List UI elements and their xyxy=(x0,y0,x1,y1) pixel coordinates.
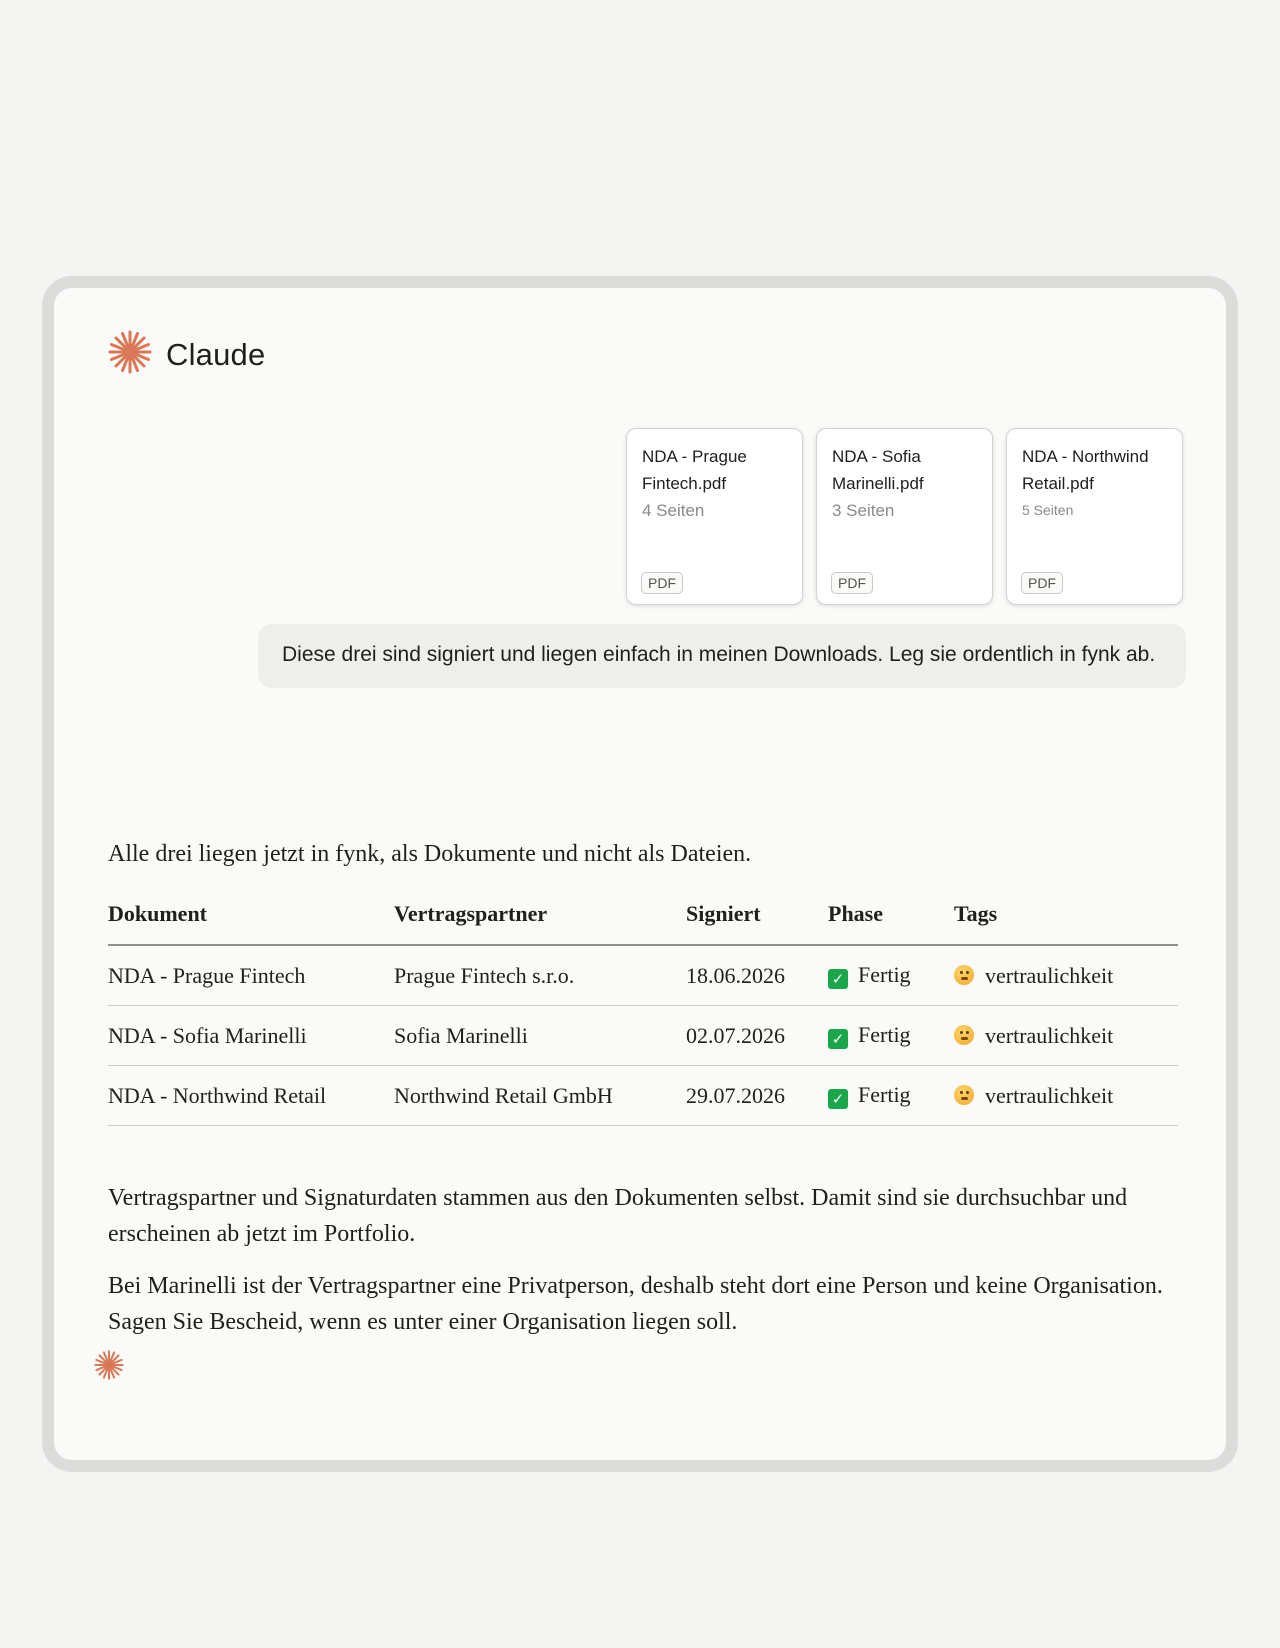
attachment-page-count: 3 Seiten xyxy=(832,501,895,520)
attachment-card[interactable] xyxy=(626,428,803,605)
app-title: Claude xyxy=(166,336,266,372)
phase-label: Fertig xyxy=(858,962,911,987)
claude-spark-icon xyxy=(94,1350,124,1385)
assistant-reply xyxy=(108,836,1178,1356)
shushing-face-icon xyxy=(954,965,974,985)
claude-logo-icon xyxy=(108,330,152,379)
shushing-face-icon xyxy=(954,1025,974,1045)
cell-document: NDA - Northwind Retail xyxy=(108,1066,394,1126)
attachment-file-name: NDA - Northwind Retail.pdf xyxy=(1022,447,1149,493)
cell-tag xyxy=(954,1066,1178,1126)
check-mark-icon: ✓ xyxy=(828,969,848,989)
cell-phase xyxy=(828,1006,954,1066)
attachment-page-count: 4 Seiten xyxy=(642,501,705,520)
attachment-page-count: 5 Seiten xyxy=(1022,502,1074,518)
phase-label: Fertig xyxy=(858,1022,911,1047)
table-row xyxy=(108,1006,1178,1066)
documents-table xyxy=(108,898,1178,1126)
cell-partner: Sofia Marinelli xyxy=(394,1006,686,1066)
cell-phase xyxy=(828,945,954,1006)
cell-signed-date: 18.06.2026 xyxy=(686,945,828,1006)
check-mark-icon: ✓ xyxy=(828,1089,848,1109)
table-row xyxy=(108,1066,1178,1126)
reply-paragraph: Bei Marinelli ist der Vertragspartner eine Privatperson, deshalb steht dort eine Person und keine Organisation. Sagen Sie Bescheid, wenn es unter einer Organisation liegen soll. xyxy=(108,1273,1163,1335)
cell-signed-date: 02.07.2026 xyxy=(686,1006,828,1066)
cell-document: NDA - Sofia Marinelli xyxy=(108,1006,394,1066)
file-type-badge: PDF xyxy=(831,572,873,594)
column-header-signed: Signiert xyxy=(686,898,828,945)
table-header-row xyxy=(108,898,1178,945)
cell-document: NDA - Prague Fintech xyxy=(108,945,394,1006)
attachment-file-name: NDA - Prague Fintech.pdf xyxy=(642,447,747,493)
table-row xyxy=(108,945,1178,1006)
reply-paragraph: Vertragspartner und Signaturdaten stammen aus den Dokumenten selbst. Damit sind sie durchsuchbar und erscheinen ab jetzt im Portfolio. xyxy=(108,1185,1128,1247)
chat-window xyxy=(42,276,1238,1472)
attachment-card[interactable] xyxy=(1006,428,1183,605)
cell-partner: Prague Fintech s.r.o. xyxy=(394,945,686,1006)
column-header-phase: Phase xyxy=(828,898,954,945)
attachment-file-name: NDA - Sofia Marinelli.pdf xyxy=(832,447,924,493)
column-header-document: Dokument xyxy=(108,898,394,945)
reply-intro: Alle drei liegen jetzt in fynk, als Dokumente und nicht als Dateien. xyxy=(108,841,752,867)
cell-partner: Northwind Retail GmbH xyxy=(394,1066,686,1126)
attachment-card[interactable] xyxy=(816,428,993,605)
tag-label: vertraulichkeit xyxy=(985,1022,1114,1048)
check-mark-icon: ✓ xyxy=(828,1029,848,1049)
user-message-bubble: Diese drei sind signiert und liegen einfach in meinen Downloads. Leg sie ordentlich in fynk ab. xyxy=(258,624,1186,688)
file-type-badge: PDF xyxy=(1021,572,1063,594)
cell-tag xyxy=(954,1006,1178,1066)
app-header xyxy=(108,330,265,379)
shushing-face-icon xyxy=(954,1085,974,1105)
cell-phase xyxy=(828,1066,954,1126)
column-header-tags: Tags xyxy=(954,898,1178,945)
cell-signed-date: 29.07.2026 xyxy=(686,1066,828,1126)
tag-label: vertraulichkeit xyxy=(985,1082,1114,1108)
phase-label: Fertig xyxy=(858,1082,911,1107)
cell-tag xyxy=(954,945,1178,1006)
reply-closing xyxy=(108,1180,1178,1340)
attachment-list xyxy=(626,428,1183,605)
file-type-badge: PDF xyxy=(641,572,683,594)
column-header-partner: Vertragspartner xyxy=(394,898,686,945)
tag-label: vertraulichkeit xyxy=(985,962,1114,988)
